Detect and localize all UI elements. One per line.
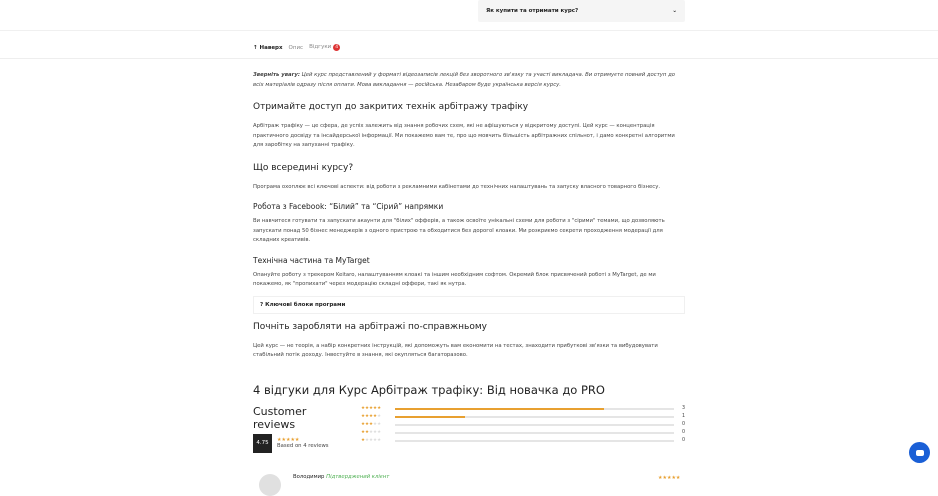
tabs	[253, 44, 340, 51]
stars-icon: ★★★★★	[360, 430, 382, 435]
customer-reviews-heading: Customer reviews	[253, 404, 307, 431]
reviews-summary	[253, 405, 685, 453]
chat-button[interactable]	[909, 442, 930, 463]
rating-bar	[395, 408, 674, 410]
paragraph: Програма охоплює всі ключові аспекти: від роботи з рекламними кабінетами до технічних налаштувань та запуску власного товарного бізнесу.	[253, 183, 661, 190]
rating-count: 0	[681, 438, 685, 443]
divider	[0, 30, 938, 31]
accordion-how-to-buy[interactable]	[478, 0, 685, 22]
stars-icon: ★★★★★	[277, 437, 300, 443]
tab-description[interactable]: Опис	[288, 44, 304, 51]
chat-bubble-icon	[916, 450, 924, 456]
tab-label: Відгуки	[309, 44, 332, 50]
description	[253, 71, 685, 453]
rating-row[interactable]	[361, 421, 685, 429]
review-stars: ★★★★★	[658, 475, 681, 481]
chevron-down-icon: ⌄	[672, 8, 677, 14]
rating-count: 0	[681, 430, 685, 435]
rating-bar-fill	[395, 408, 604, 410]
verified-label: Підтверджений клієнт	[326, 474, 390, 480]
notice: Зверніть увагу: Цей курс представлений у форматі відеозаписів лекцій без зворотного зв'язку та участі викладача. Ви отримуєте повний доступ до всіх матеріалів одразу після оплати. Мова викладання — російська. Незабаром буде українська версія курсу.	[253, 72, 675, 88]
reviewer-name: Володимир	[293, 474, 325, 480]
reviews-count-badge: 4	[333, 44, 340, 51]
subheading: Технічна частина та MyTarget	[253, 255, 370, 265]
stars-icon: ★★★★★	[360, 406, 382, 411]
rating-bar	[395, 432, 674, 434]
accordion-title: Як купити та отримати курс?	[486, 8, 579, 14]
rating-bar	[395, 416, 674, 418]
rating-row[interactable]	[361, 429, 685, 437]
rating-bar	[395, 440, 674, 442]
based-on: Based on 4 reviews	[277, 443, 329, 449]
stars-icon: ★★★★★	[360, 438, 382, 443]
section-heading: Почніть заробляти на арбітражі по-справжньому	[253, 321, 487, 332]
stars-icon: ★★★★★	[360, 414, 382, 419]
rating-row[interactable]	[361, 437, 685, 445]
rating-bar-fill	[395, 416, 465, 418]
rating-bar	[395, 424, 674, 426]
paragraph: Арбітраж трафіку — це сфера, де успіх залежить від знання робочих схем, які не афішуються у відкритому доступі. Цей курс — концентрація практичного досвіду та інсайдерської інформації. Ми покажемо вам те, про що мовчить більшість арбітражних спільнот, і дамо конкретні алгоритми для заробітку на запуханні трафіку.	[253, 123, 675, 148]
paragraph: Опануйте роботу з трекером Keitaro, налаштуванням клоакі та іншим необхідним софтом. Окремий блок присвячений роботі з MyTarget, де ми покажемо, як "пропихати" через модерацію складні оффери, такі як нутра.	[253, 271, 656, 287]
rating-count: 0	[681, 422, 685, 427]
rating-count: 1	[681, 414, 685, 419]
divider	[0, 58, 938, 59]
section-heading: Що всередині курсу?	[253, 162, 354, 173]
review-item	[259, 474, 389, 496]
average-rating: 4.75	[253, 434, 272, 453]
paragraph: Цей курс — не теорія, а набір конкретних інструкцій, які допоможуть вам економити на тестах, знаходити прибуткові зв'язки та вибудовувати стабільний потік доходу. Інвестуйте в знання, які окупляться багаторазово.	[253, 342, 658, 358]
rating-row[interactable]	[361, 405, 685, 413]
reviews-title: 4 відгуки для Курс Арбітраж трафіку: Від новачка до PRO	[253, 382, 605, 397]
subheading: Робота з Facebook: “Білий” та “Сірий” напрямки	[253, 202, 444, 211]
rating-count: 3	[681, 406, 685, 411]
stars-icon: ★★★★★	[360, 422, 382, 427]
section-heading: Отримайте доступ до закритих технік арбітражу трафіку	[253, 102, 529, 112]
rating-row[interactable]	[361, 413, 685, 421]
key-blocks-toggle[interactable]: ? Ключові блоки програми	[253, 296, 685, 314]
rating-breakdown	[361, 405, 685, 453]
avatar	[259, 474, 281, 496]
tab-reviews[interactable]	[309, 44, 340, 51]
tab-top[interactable]: ↑ Наверх	[253, 45, 283, 59]
paragraph: Ви навчитеся готувати та запускати акаунти для "білих" офферів, а також освоїте унікальні схеми для роботи з "сірими" темами, що дозволяють запускати понад 50 бізнес менеджерів з одного пристрою та обходитися без дорогої клоаки. Ми розкриємо секрети проходження модерації для складних креативів.	[253, 218, 665, 243]
